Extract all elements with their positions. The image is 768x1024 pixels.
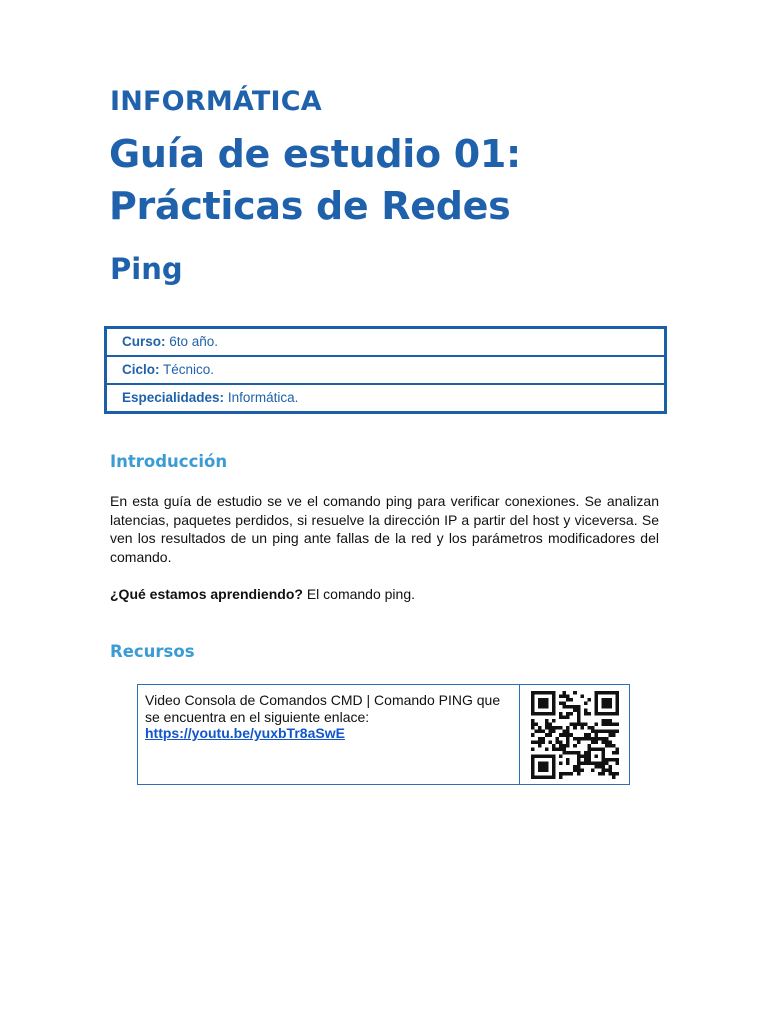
subject-heading: INFORMÁTICA <box>110 86 322 117</box>
resource-description: Video Consola de Comandos CMD | Comando PING que se encuentra en el siguiente enlace: <box>145 692 501 725</box>
intro-heading: Introducción <box>110 452 228 471</box>
question-answer: El comando ping. <box>302 586 416 602</box>
info-row-ciclo <box>107 357 664 385</box>
info-row-especialidades <box>107 385 664 411</box>
info-label: Curso: <box>122 334 166 349</box>
info-label: Especialidades: <box>122 390 225 405</box>
title-line-2: Prácticas de Redes <box>109 184 511 228</box>
resources-heading: Recursos <box>110 642 195 661</box>
info-label: Ciclo: <box>122 362 160 377</box>
title-line-1: Guía de estudio 01: <box>109 132 521 176</box>
page-title <box>109 128 521 232</box>
intro-paragraph: En esta guía de estudio se ve el comando ping para verificar conexiones. Se analizan latencias, paquetes perdidos, si resuelve la dirección IP a partir del host y viceversa. Se ven los resultados de un ping ante fallas de la red y los parámetros modificadores del comando. <box>110 493 659 565</box>
resource-text <box>138 685 520 784</box>
learning-question <box>110 585 659 604</box>
resource-box <box>137 684 630 785</box>
resource-link[interactable]: https://youtu.be/yuxbTr8aSwE <box>145 725 345 741</box>
qr-cell <box>520 685 629 784</box>
info-value: Informática. <box>227 390 299 405</box>
qr-code-icon[interactable] <box>529 691 621 779</box>
info-value: 6to año. <box>169 334 219 349</box>
topic-heading: Ping <box>110 252 183 286</box>
info-row-curso <box>107 329 664 357</box>
question-label: ¿Qué estamos aprendiendo? <box>110 586 303 602</box>
course-info-table <box>104 326 667 414</box>
info-value: Técnico. <box>163 362 215 377</box>
